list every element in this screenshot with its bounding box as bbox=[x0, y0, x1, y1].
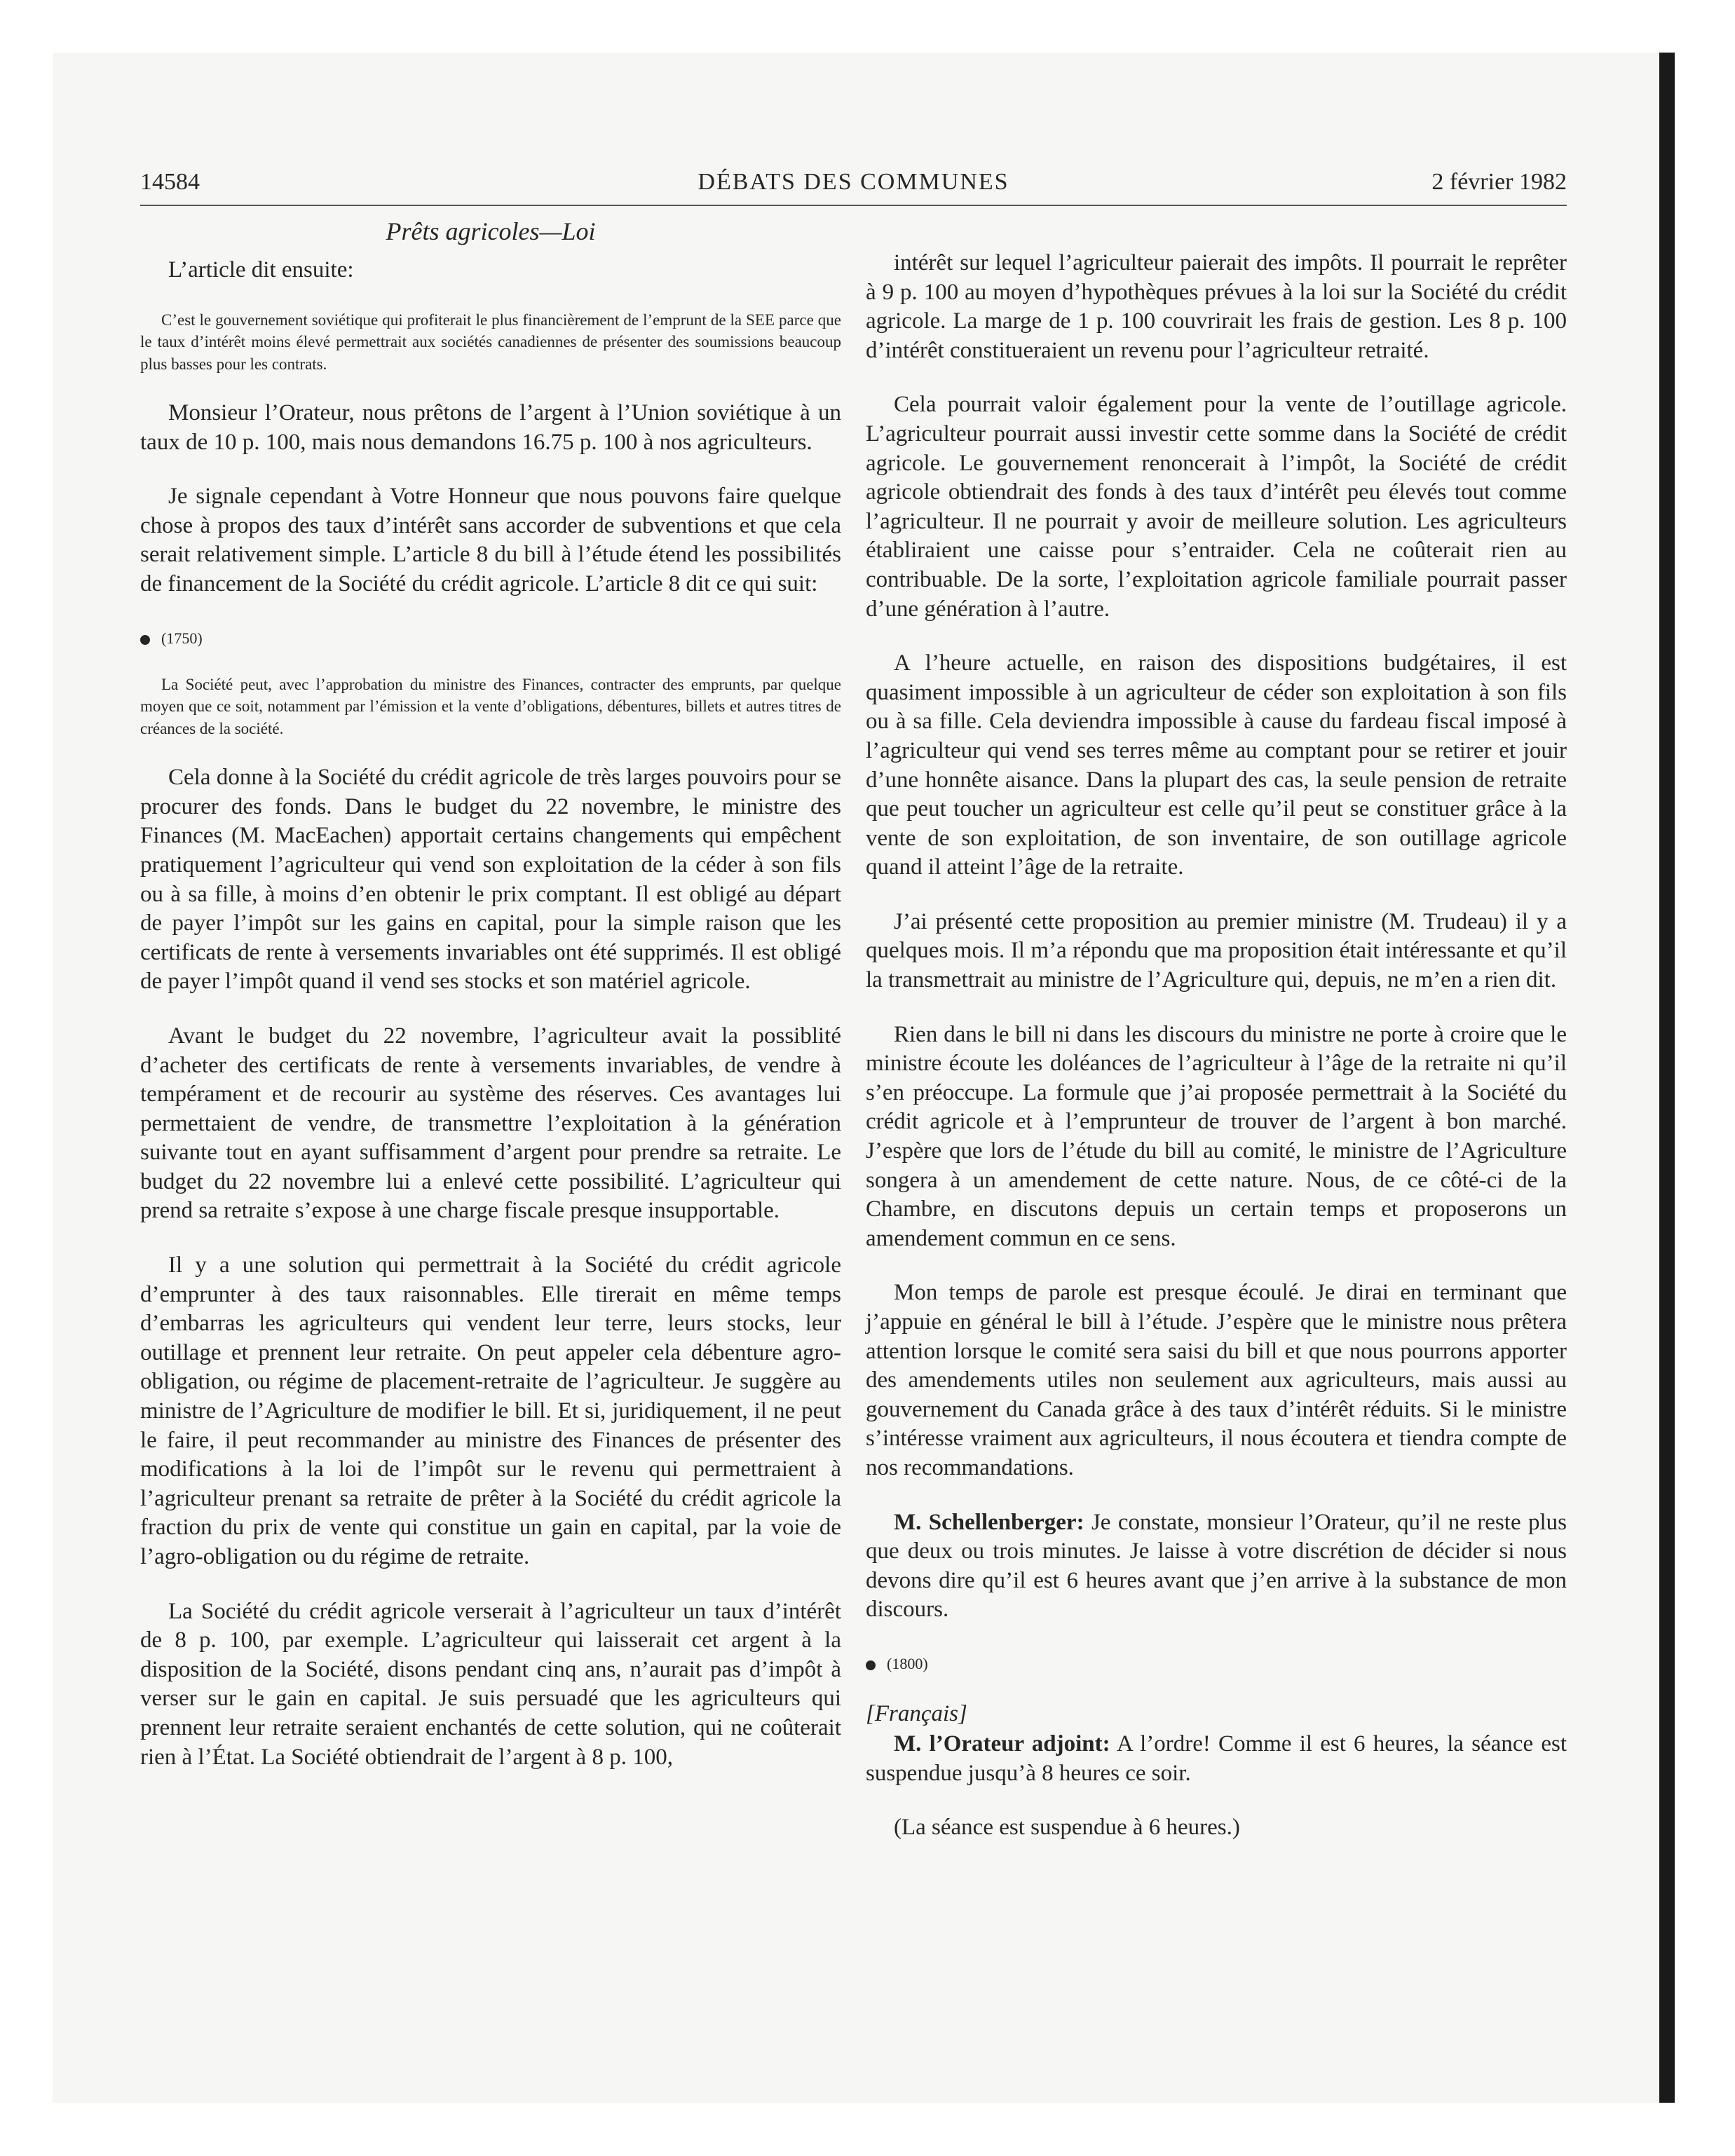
language-note: [Français] bbox=[866, 1700, 967, 1726]
time-marker-label: (1800) bbox=[887, 1654, 928, 1672]
paragraph: Monsieur l’Orateur, nous prêtons de l’argent à l’Union soviétique à un taux de 10 p. 100, mais nous demandons 16.75 p. 100 à nos agriculteurs. bbox=[140, 400, 841, 455]
quotation: La Société peut, avec l’approbation du ministre des Finances, contracter des emprunts, par quelque moyen que ce soit, notamment par l’émission et la vente d’obligations, débentures, billets et autres titres de créances de la société. bbox=[140, 675, 841, 737]
paragraph: Avant le budget du 22 novembre, l’agriculteur avait la possiblité d’acheter des certificats de rente à versements invariables, de vendre à tempérament et de recourir au système des réserves. Ces avantages lui permettaient de vendre, de transmettre l’exploitation à la génération suivante tout en ayant suffisamment d’argent pour prendre sa retraite. Le budget du 22 novembre lui a enlevé cette possibilité. L’agriculteur qui prend sa retraite s’expose à une charge fiscale presque insupportable. bbox=[140, 1023, 841, 1224]
speech-text: A l’ordre! Comme il est 6 heures, la séance est suspendue jusqu’à 8 heures ce soir. bbox=[866, 1731, 1567, 1786]
quotation: C’est le gouvernement soviétique qui profiterait le plus financièrement de l’emprunt de la SEE parce que le taux d’intérêt moins élevé permettrait aux sociétés canadiennes de présenter des soumissions beaucoup plus basses pour les contrats. bbox=[140, 311, 841, 373]
paragraph: J’ai présenté cette proposition au premier ministre (M. Trudeau) il y a quelques mois. Il m’a répondu que ma proposition était intéressante et qu’il la transmettrait au ministre de l’Agriculture qui, depuis, ne m’en a rien dit. bbox=[866, 908, 1567, 993]
speaker-paragraph bbox=[866, 1508, 1567, 1625]
paragraph: Cela pourrait valoir également pour la vente de l’outillage agricole. L’agriculteur pourrait aussi investir cette somme dans la Société de crédit agricole. Le gouvernement renoncerait à l’impôt, la Société de crédit agricole obtiendrait des fonds à des taux d’intérêt peu élevés tout comme l’agriculteur. Il ne pourrait y avoir de meilleure solution. Les agriculteurs établiraient une caisse pour s’entraider. Cela ne coûterait rien au contribuable. De la sorte, l’exploitation agricole familiale pourrait passer d’une génération à l’autre. bbox=[866, 392, 1567, 622]
paragraph: Mon temps de parole est presque écoulé. Je dirai en terminant que j’appuie en général le bill à l’étude. J’espère que le ministre nous prêtera attention lorsque le comité sera saisi du bill et que nous pourrons apporter des amendements utiles non seulement aux agriculteurs, mais aussi au gouvernement du Canada grâce à des taux d’intérêt réduits. Si le ministre s’intéresse vraiment aux agriculteurs, il nous écoutera et tiendra compte de nos recommandations. bbox=[866, 1280, 1567, 1480]
paragraph: (La séance est suspendue à 6 heures.) bbox=[894, 1815, 1240, 1841]
paragraph: intérêt sur lequel l’agriculteur paierait des impôts. Il pourrait le reprêter à 9 p. 100 au moyen d’hypothèques prévues à la loi sur la Société du crédit agricole. La marge de 1 p. 100 couvrirait les frais de gestion. Les 8 p. 100 d’intérêt constitueraient un revenu pour l’agriculteur retraité. bbox=[866, 250, 1567, 363]
page-date: 2 février 1982 bbox=[1431, 169, 1567, 195]
paragraph: Il y a une solution qui permettrait à la Société du crédit agricole d’emprunter à des taux raisonnables. Elle tirerait en même temps d’embarras les agriculteurs qui vendent leur terre, leurs stocks, leur outillage et prennent leur retraite. On peut appeler cela débenture agro-obligation, ou régime de placement-retraite de l’agriculteur. Je suggère au ministre de l’Agriculture de modifier le bill. Et si, juridiquement, il ne peut le faire, il peut recommander au ministre des Finances de présenter des modifications à la loi de l’impôt sur le revenu qui permettraient à l’agriculteur prenant sa retraite de prêter à la Société du crédit agricole la fraction du prix de vente qui constitue un gain en capital, par la voie de l’agro-obligation ou du régime de retraite. bbox=[140, 1253, 841, 1569]
paragraph: L’article dit ensuite: bbox=[168, 257, 354, 282]
page-number: 14584 bbox=[140, 169, 200, 195]
time-marker bbox=[140, 625, 841, 653]
section-title: Prêts agricoles—Loi bbox=[386, 217, 596, 245]
left-column bbox=[140, 214, 841, 1797]
time-marker-label: (1750) bbox=[161, 629, 203, 647]
speaker-name: M. Schellenberger: bbox=[894, 1509, 1084, 1535]
paragraph: Cela donne à la Société du crédit agricole de très larges pouvoirs pour se procurer des fonds. Dans le budget du 22 novembre, le ministre des Finances (M. MacEachen) apportait certains changements qui empêchent pratiquement l’agriculteur qui vend son exploitation de la céder à son fils ou à sa fille, à moins d’en obtenir le prix comptant. Il est obligé au départ de payer l’impôt sur les gains en capital, pour la simple raison que les certificats de rente à versements invariables ont été supprimés. Il est obligé de payer l’impôt quand il vend ses stocks et son matériel agricole. bbox=[140, 765, 841, 995]
paragraph: La Société du crédit agricole verserait à l’agriculteur un taux d’intérêt de 8 p. 100, par exemple. L’agriculteur qui laisserait cet argent à la disposition de la Société, disons pendant cinq ans, n’aurait pas d’impôt à verser sur le gain en capital. Je suis persuadé que les agriculteurs qui prennent leur retraite seraient enchantés de cette solution, qui ne coûterait rien à l’État. La Société obtiendrait de l’argent à 8 p. 100, bbox=[140, 1598, 841, 1770]
page-header bbox=[140, 160, 1567, 206]
bullet-dot-icon bbox=[140, 635, 150, 645]
speech-text: Je constate, monsieur l’Orateur, qu’il ne reste plus que deux ou trois minutes. Je laisse à votre discrétion de décider si nous devons dire qu’il est 6 heures avant que j’en arrive à la substance de mon discours. bbox=[866, 1509, 1567, 1623]
speaker-paragraph bbox=[866, 1730, 1567, 1788]
paragraph: Rien dans le bill ni dans les discours du ministre ne porte à croire que le ministre écoute les doléances de l’agriculteur à l’âge de la retraite ni qu’il s’en préoccupe. La formule que j’ai proposée permettrait à la Société du crédit agricole et à l’emprunteur de trouver de l’argent à bon marché. J’espère que lors de l’étude du bill au comité, le ministre de l’Agriculture songera à un amendement de cette nature. Nous, de ce côté-ci de la Chambre, en discutons depuis un certain temps et proposerons un amendement commun en ce sens. bbox=[866, 1021, 1567, 1251]
time-marker bbox=[866, 1650, 1567, 1678]
bullet-dot-icon bbox=[866, 1660, 876, 1670]
right-column bbox=[866, 249, 1567, 1868]
paragraph: Je signale cependant à Votre Honneur que nous pouvons faire quelque chose à propos des taux d’intérêt sans accorder de subventions et que cela serait relativement simple. L’article 8 du bill à l’étude étend les possibilités de financement de la Société du crédit agricole. L’article 8 dit ce qui suit: bbox=[140, 484, 841, 597]
speaker-name: M. l’Orateur adjoint: bbox=[894, 1731, 1110, 1756]
publication-title: DÉBATS DES COMMUNES bbox=[698, 169, 1009, 195]
scan-edge-bar bbox=[1659, 53, 1675, 2103]
paragraph: A l’heure actuelle, en raison des dispositions budgétaires, il est quasiment impossible à un agriculteur de céder son exploitation à son fils ou à sa fille. Cela deviendra impossible à cause du fardeau fiscal imposé à l’agriculteur qui vend ses terres même au comptant pour se retirer et jouir d’une honnête aisance. Dans la plupart des cas, la seule pension de retraite que peut toucher un agriculteur est celle qu’il peut se constituer grâce à la vente de son exploitation, de son inventaire, de son outillage agricole quand il atteint l’âge de la retraite. bbox=[866, 650, 1567, 880]
